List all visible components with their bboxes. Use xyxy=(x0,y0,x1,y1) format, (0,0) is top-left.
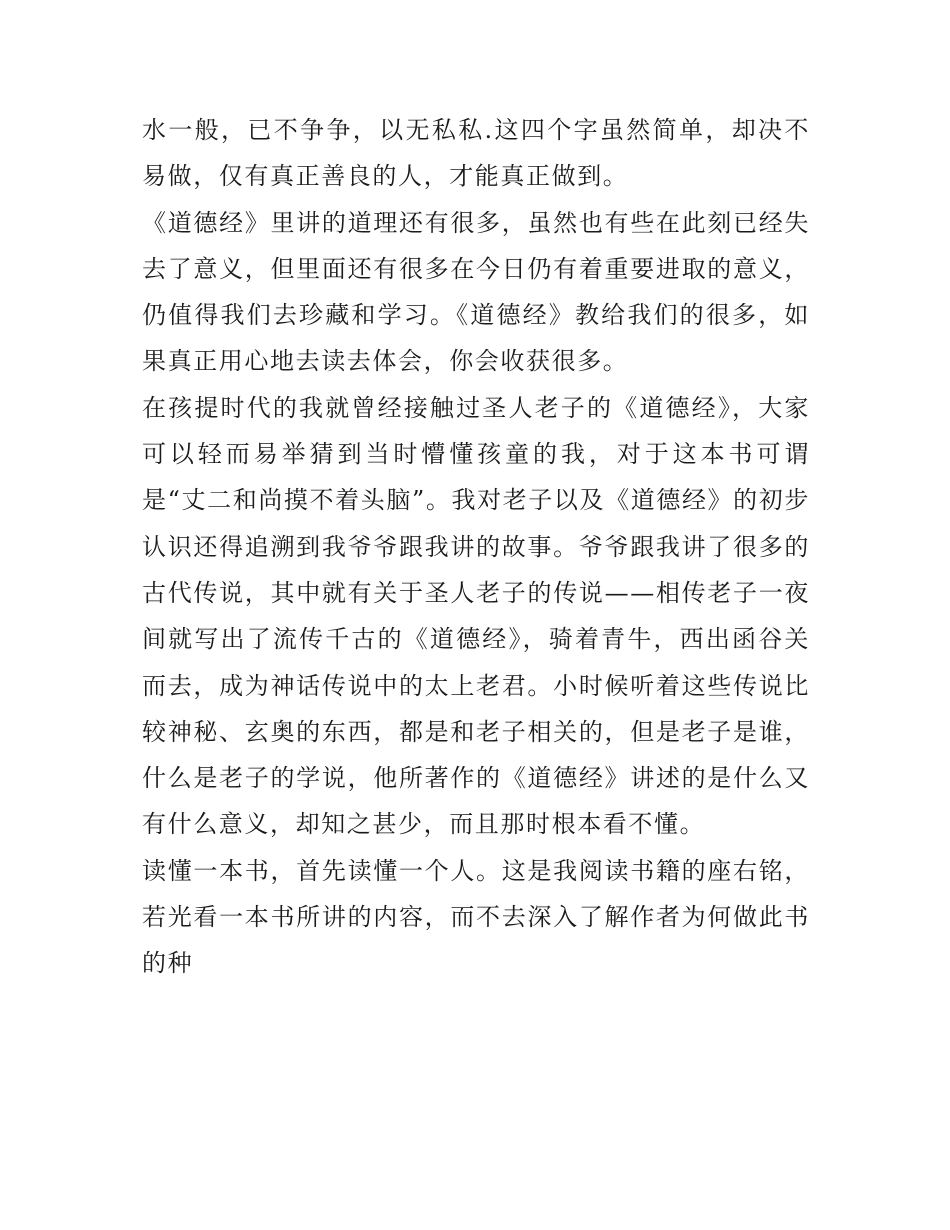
paragraph-4: 读懂一本书，首先读懂一个人。这是我阅读书籍的座右铭，若光看一本书所讲的内容，而不去深入了解作者为何做此书的种 xyxy=(142,856,810,978)
paragraph-2: 《道德经》里讲的道理还有很多，虽然也有些在此刻已经失去了意义，但里面还有很多在今日仍有着重要进取的意义，仍值得我们去珍藏和学习。《道德经》教给我们的很多，如果真正用心地去读去体会，你会收获很多。 xyxy=(142,208,810,376)
paragraph-1: 水一般，已不争争，以无私私.这四个字虽然简单，却决不易做，仅有真正善良的人，才能真正做到。 xyxy=(142,116,810,191)
paragraph-3: 在孩提时代的我就曾经接触过圣人老子的《道德经》，大家可以轻而易举猜到当时懵懂孩童的我，对于这本书可谓是“丈二和尚摸不着头脑”。我对老子以及《道德经》的初步认识还得追溯到我爷爷跟我讲的故事。爷爷跟我讲了很多的古代传说，其中就有关于圣人老子的传说——相传老子一夜间就写出了流传千古的《道德经》，骑着青牛，西出函谷关而去，成为神话传说中的太上老君。小时候听着这些传说比较神秘、玄奥的东西，都是和老子相关的，但是老子是谁，什么是老子的学说，他所著作的《道德经》讲述的是什么又有什么意义，却知之甚少，而且那时根本看不懂。 xyxy=(142,393,810,839)
document-body xyxy=(142,107,810,987)
